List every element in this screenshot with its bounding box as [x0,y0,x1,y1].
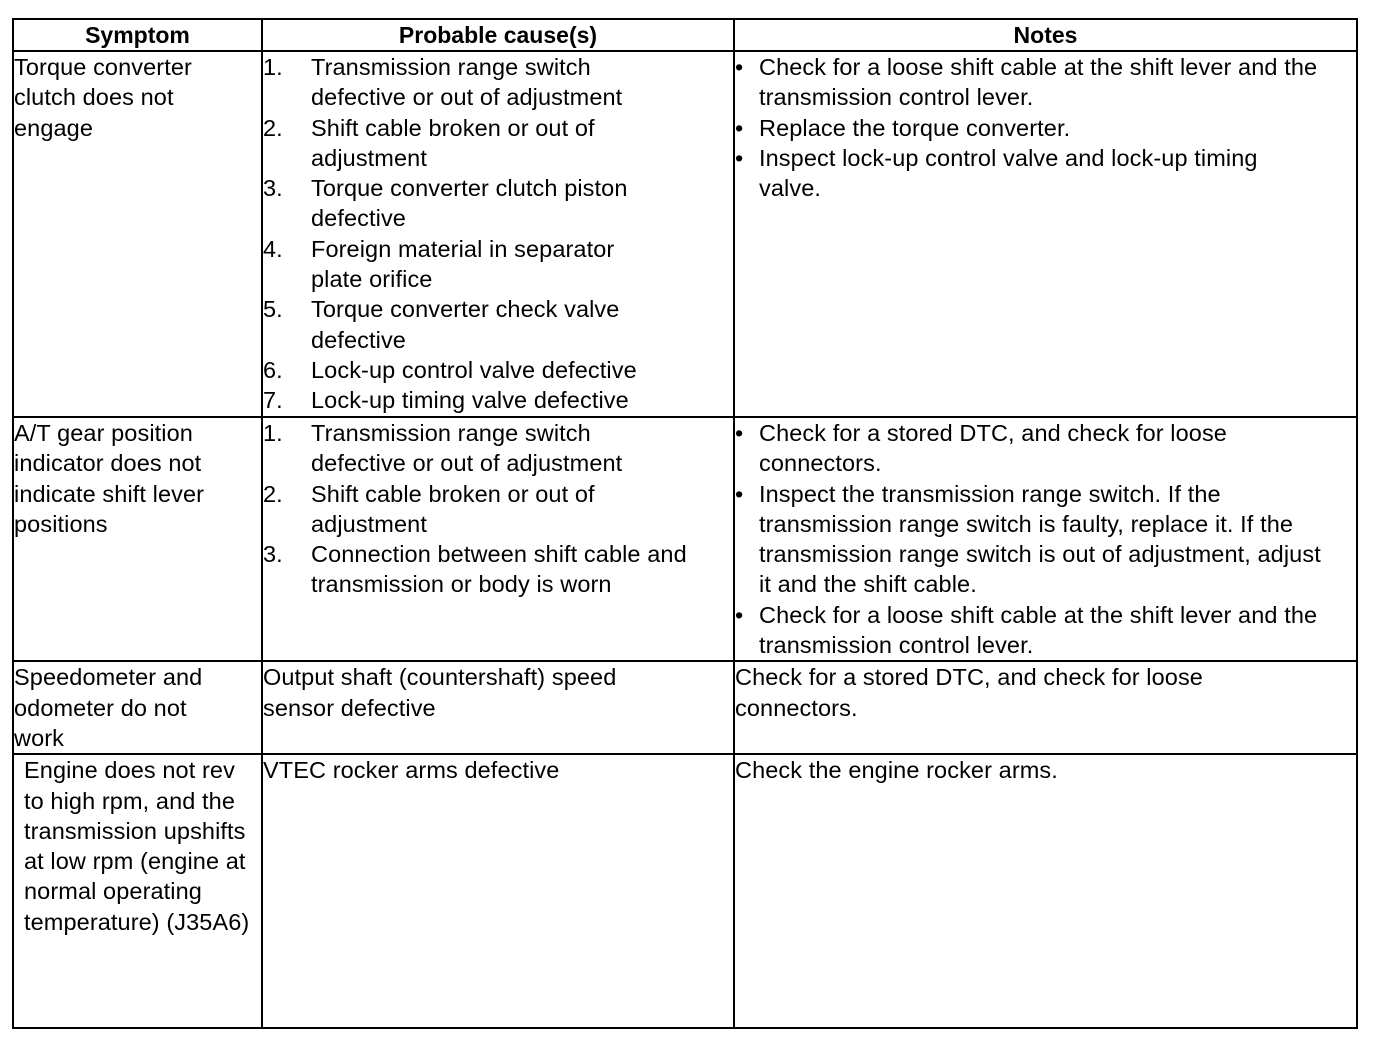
list-item [735,418,1356,479]
causes-cell [262,754,734,1028]
item-number: 2. [263,480,283,507]
symptom-cell [13,661,262,754]
causes-cell [262,661,734,754]
header-probable-causes: Probable cause(s) [262,19,734,51]
item-text: Lock-up control valve defective [311,356,637,383]
item-text: Check for a stored DTC, and check for loose connectors. [759,420,1227,477]
item-number: 6. [263,356,283,383]
notes-cell [734,661,1357,754]
item-number: 7. [263,387,283,414]
list-item [263,113,733,174]
list-item [263,418,733,479]
item-text: Transmission range switch defective or out of adjustment [311,420,623,477]
item-text: Foreign material in separator plate orifice [311,235,615,293]
item-text: Shift cable broken or out of adjustment [311,480,595,537]
item-text: Torque converter clutch piston defective [311,175,628,232]
item-number: 2. [263,114,283,141]
list-item [263,479,733,540]
bullet-icon: • [735,480,744,507]
cause-text: Output shaft (countershaft) speed sensor defective [263,664,617,721]
list-item [263,52,733,113]
causes-cell [262,417,734,661]
list-item [263,355,733,385]
item-number: 1. [263,420,283,446]
item-number: 4. [263,235,283,262]
symptom-text: Speedometer and odometer do not work [14,664,203,751]
item-text: Check for a loose shift cable at the shift lever and the transmission control lever. [759,601,1318,659]
table-row [13,661,1357,754]
list-item [263,385,733,415]
table-header-row [13,19,1357,51]
item-text: Check for a loose shift cable at the shift lever and the transmission control lever. [759,54,1318,111]
list-item [735,600,1356,661]
symptom-text: Engine does not rev to high rpm, and the transmission upshifts at low rpm (engine at normal operating temperature) (J35A6) [24,757,250,935]
list-item [735,143,1356,204]
item-text: Shift cable broken or out of adjustment [311,114,595,171]
table-row [13,754,1357,1028]
item-number: 1. [263,54,283,80]
causes-cell [262,51,734,417]
header-symptom: Symptom [13,19,262,51]
bullet-icon: • [735,54,744,80]
symptom-text: Torque converter clutch does not engage [14,54,192,141]
list-item [263,539,733,600]
cause-text: VTEC rocker arms defective [263,757,560,784]
note-text: Check for a stored DTC, and check for loose connectors. [735,664,1203,721]
note-text: Check the engine rocker arms. [735,757,1058,784]
item-number: 5. [263,296,283,323]
item-text: Replace the torque converter. [759,114,1071,141]
item-text: Lock-up timing valve defective [311,387,629,414]
symptom-cell [13,51,262,417]
item-text: Connection between shift cable and transmission or body is worn [311,541,687,598]
bullet-icon: • [735,144,744,171]
list-item [735,479,1356,600]
causes-list [263,418,733,600]
symptom-text: A/T gear position indicator does not indicate shift lever positions [14,420,205,537]
bullet-icon: • [735,420,744,446]
item-text: Torque converter check valve defective [311,296,620,353]
list-item [263,234,733,295]
notes-list [735,52,1356,203]
notes-cell [734,754,1357,1028]
table-row [13,417,1357,661]
item-number: 3. [263,175,283,202]
item-text: Inspect the transmission range switch. If the transmission range switch is faulty, replace it. If the transmission range switch is out of adjustment, adjust it and the shift cable. [759,480,1321,598]
bullet-icon: • [735,601,744,628]
list-item [735,52,1356,113]
list-item [735,113,1356,143]
symptom-cell [13,754,262,1028]
troubleshooting-table [12,18,1358,1029]
notes-cell [734,51,1357,417]
table-row [13,51,1357,417]
causes-list [263,52,733,416]
notes-list [735,418,1356,660]
item-number: 3. [263,541,283,568]
list-item [263,173,733,234]
item-text: Transmission range switch defective or out of adjustment [311,54,623,111]
item-text: Inspect lock-up control valve and lock-up timing valve. [759,144,1258,202]
list-item [263,294,733,355]
notes-cell [734,417,1357,661]
bullet-icon: • [735,114,744,141]
header-notes: Notes [734,19,1357,51]
symptom-cell [13,417,262,661]
